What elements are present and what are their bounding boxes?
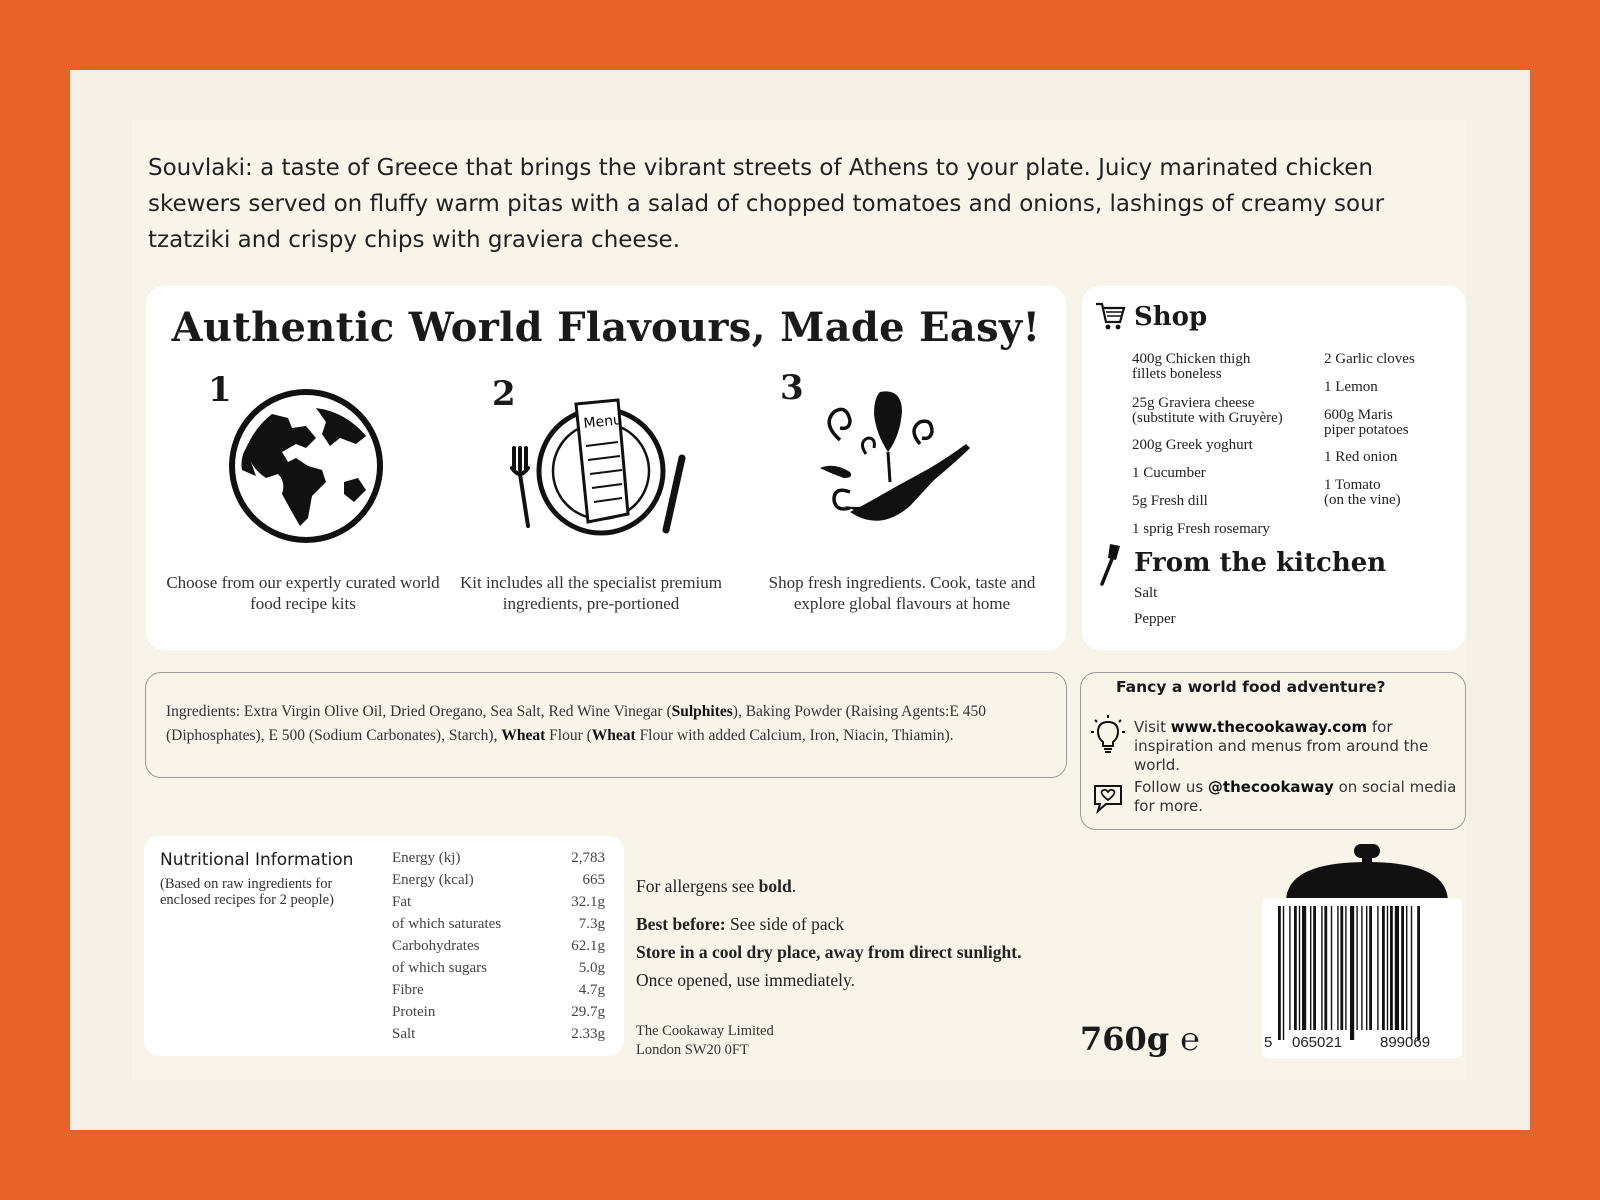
barcode-bar [1345, 906, 1346, 1030]
allergen-wheat: Wheat [501, 727, 546, 744]
barcode-bar [1369, 906, 1372, 1030]
follow-suffix: on social media for more. [1134, 778, 1457, 815]
nutrition-row: Carbohydrates 62.1g [392, 938, 605, 954]
shop-item: 600g Maris piper potatoes [1324, 407, 1409, 438]
ingredients-part: ), Baking Powder (Raising Agents:E 450 (Diphosphates), E 500 (Sodium Carbonates), Starch), [166, 703, 986, 744]
nutrition-subtitle: (Based on raw ingredients for enclosed recipes for 2 people) [160, 876, 334, 908]
menu-card-label: Menu [582, 412, 623, 432]
wok-ingredients-icon [810, 382, 970, 552]
shop-item: 1 Lemon [1324, 379, 1378, 395]
step-2-number: 2 [492, 374, 516, 414]
kitchen-item: Salt [1134, 585, 1158, 601]
steps-title: Authentic World Flavours, Made Easy! [171, 304, 1041, 351]
shop-item: 1 Red onion [1324, 449, 1398, 465]
best-before [636, 914, 844, 935]
barcode-bar [1321, 906, 1322, 1030]
barcode-bar [1356, 906, 1357, 1030]
speech-heart-icon [1092, 782, 1124, 814]
nutrition-row: Fibre 4.7g [392, 982, 605, 998]
barcode-bar [1366, 906, 1367, 1030]
website-link[interactable]: www.thecookaway.com [1170, 718, 1368, 736]
barcode-bar [1313, 906, 1316, 1030]
ingredients-part: Flour with added Calcium, Iron, Niacin, Thiamin). [635, 727, 954, 744]
shop-card [1082, 286, 1466, 650]
ingredients-part: Flour ( [545, 727, 592, 744]
ingredients-text [166, 700, 1046, 748]
barcode-bar [1377, 906, 1378, 1030]
barcode-bars [1274, 898, 1454, 1042]
shopping-basket-icon [1094, 300, 1126, 332]
barcode-bar [1417, 906, 1420, 1040]
intro-description: Souvlaki: a taste of Greece that brings the vibrant streets of Athens to your plate. Juicy marinated chicken skewers served on fluffy warm pitas with a salad of chopped tomatoes and onions, lashings of creamy sour tzatziki and crispy chips with graviera cheese. [148, 155, 1385, 253]
step-3-caption: Shop fresh ingredients. Cook, taste and explore global flavours at home [768, 573, 1036, 613]
storage-instructions: Store in a cool dry place, away from direct sunlight. [636, 942, 1022, 962]
best-before-label: Best before: [636, 914, 726, 934]
barcode-bar [1299, 906, 1300, 1030]
allergen-note-suffix: . [791, 876, 797, 896]
nutrition-row: Protein 29.7g [392, 1004, 605, 1020]
barcode-bar [1278, 906, 1281, 1040]
barcode-bar [1382, 906, 1385, 1030]
shop-item: 1 Cucumber [1132, 465, 1206, 481]
shop-item: 1 Tomato (on the vine) [1324, 477, 1401, 508]
barcode-bar [1340, 906, 1343, 1030]
company-name: The Cookaway Limited [636, 1023, 774, 1039]
shop-item: 1 sprig Fresh rosemary [1132, 521, 1270, 537]
barcode-bar [1337, 906, 1338, 1030]
barcode-bar [1390, 906, 1393, 1030]
kitchen-heading: From the kitchen [1134, 548, 1387, 578]
nutrition-row: Fat 32.1g [392, 894, 605, 910]
nutrition-row: Energy (kj) 2,783 [392, 850, 605, 866]
step-1-number: 1 [208, 370, 232, 410]
barcode-bar [1294, 906, 1297, 1030]
ingredients-label: Ingredients: [166, 703, 241, 720]
barcode-digits-right: 899069 [1380, 1034, 1431, 1051]
barcode-bar [1411, 906, 1412, 1040]
nutrition-row: Energy (kcal) 665 [392, 872, 605, 888]
step-3-number: 3 [780, 368, 804, 408]
shop-item: 200g Greek yoghurt [1132, 437, 1253, 453]
opened-instructions: Once opened, use immediately. [636, 970, 855, 990]
net-weight: 760g ℮ [1080, 1020, 1200, 1058]
follow-social-text [1134, 778, 1464, 816]
allergen-sulphites: Sulphites [671, 703, 733, 720]
allergen-note [636, 876, 796, 897]
visit-suffix: for inspiration and menus from around the world. [1134, 718, 1429, 774]
allergen-note-bold: bold [758, 876, 792, 896]
visit-prefix: Visit [1134, 718, 1171, 736]
nutrition-heading: Nutritional Information [160, 850, 354, 870]
step-1-caption: Choose from our expertly curated world food recipe kits [166, 573, 440, 613]
barcode-bar [1387, 906, 1388, 1030]
shop-item: 2 Garlic cloves [1324, 351, 1415, 367]
nutrition-row: of which saturates 7.3g [392, 916, 605, 932]
barcode-bar [1401, 906, 1404, 1030]
kitchen-item: Pepper [1134, 611, 1176, 627]
company-postcode: London SW20 0FT [636, 1042, 749, 1058]
allergen-wheat: Wheat [591, 727, 636, 744]
barcode-bar [1324, 906, 1327, 1030]
barcode-bar [1331, 906, 1332, 1030]
barcode-digit-prefix: 5 [1264, 1034, 1273, 1051]
ingredients-part: Extra Virgin Olive Oil, Dried Oregano, Sea Salt, Red Wine Vinegar ( [240, 703, 672, 720]
allergen-note-prefix: For allergens see [636, 876, 759, 896]
lightbulb-icon [1090, 714, 1126, 754]
shop-item: 25g Graviera cheese (substitute with Gruyère) [1132, 395, 1283, 426]
globe-icon [226, 386, 386, 546]
adventure-heading: Fancy a world food adventure? [1116, 678, 1386, 696]
company-address [636, 1022, 774, 1060]
barcode-bar [1395, 906, 1399, 1030]
spatula-icon [1094, 542, 1124, 586]
barcode-bar [1310, 906, 1311, 1030]
shop-item: 400g Chicken thigh fillets boneless [1132, 351, 1251, 382]
pot-lid-icon [1282, 842, 1452, 904]
barcode-bar [1283, 906, 1284, 1040]
social-handle[interactable]: @thecookaway [1207, 778, 1334, 796]
best-before-value: See side of pack [725, 914, 845, 934]
nutrition-row: Salt 2.33g [392, 1026, 605, 1042]
nutrition-row: of which sugars 5.0g [392, 960, 605, 976]
steps-card [146, 286, 1066, 650]
shop-item: 5g Fresh dill [1132, 493, 1208, 509]
plate-menu-icon [506, 396, 696, 546]
barcode-bar [1350, 906, 1354, 1040]
follow-prefix: Follow us [1134, 778, 1208, 796]
visit-website-text [1134, 718, 1464, 775]
shop-heading: Shop [1134, 302, 1208, 332]
barcode [1262, 898, 1462, 1058]
barcode-bar [1361, 906, 1362, 1030]
step-2-caption: Kit includes all the specialist premium ingredients, pre-portioned [459, 573, 723, 613]
barcode-digits-left: 065021 [1292, 1034, 1343, 1051]
barcode-bar [1406, 906, 1407, 1030]
barcode-bar [1302, 906, 1306, 1030]
barcode-bar [1289, 906, 1290, 1030]
